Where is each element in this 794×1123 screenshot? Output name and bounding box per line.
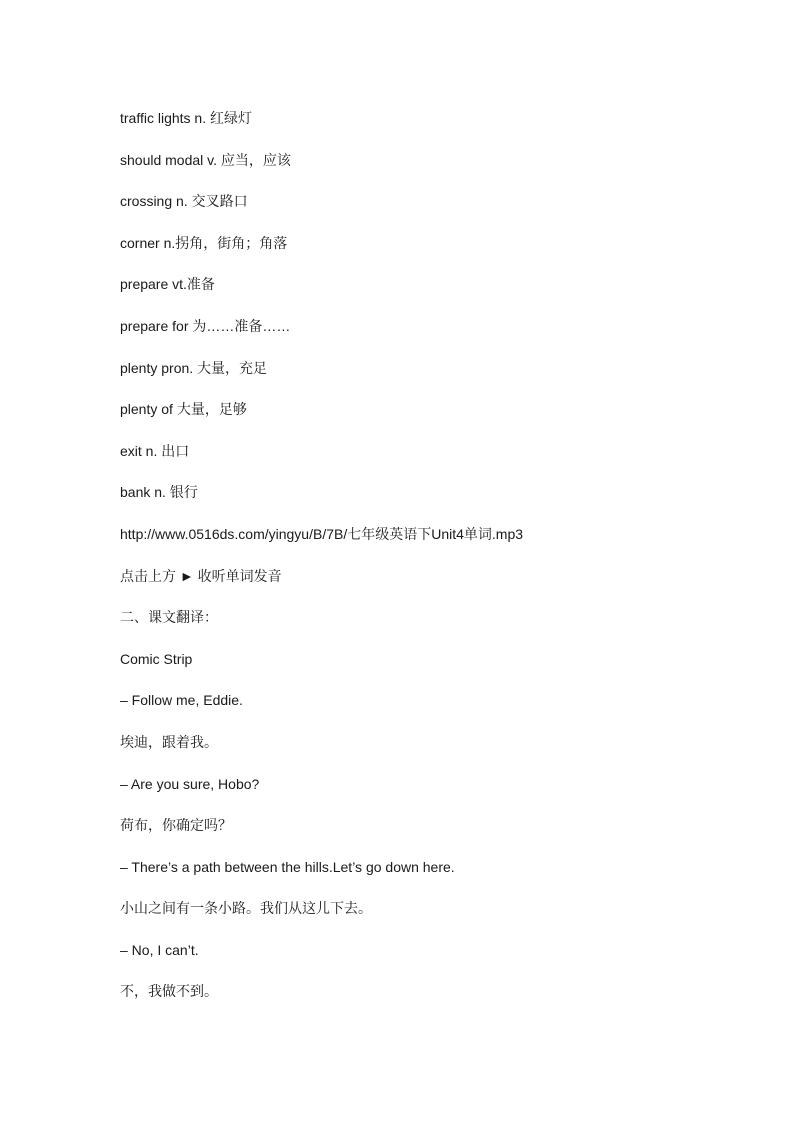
section-heading-translation: 二、课文翻译： bbox=[120, 609, 218, 626]
dialogue-line: – Are you sure, Hobo? bbox=[120, 775, 260, 792]
dialogue-line: – Follow me, Eddie. bbox=[120, 692, 243, 709]
dialogue-line: – There’s a path between the hills.Let’s go down here. bbox=[120, 858, 455, 875]
vocab-line-should: should modal v. 应当，应该 bbox=[120, 151, 291, 168]
translation-line: 不，我做不到。 bbox=[120, 983, 218, 1000]
audio-instruction: 点击上方 ► 收听单词发音 bbox=[120, 567, 282, 584]
vocab-line-plenty: plenty pron. 大量，充足 bbox=[120, 359, 268, 376]
comic-strip-title: Comic Strip bbox=[120, 650, 193, 667]
dialogue-line: – No, I can’t. bbox=[120, 941, 199, 958]
translation-line: 荷布，你确定吗？ bbox=[120, 817, 232, 834]
vocab-line-traffic-lights: traffic lights n. 红绿灯 bbox=[120, 110, 253, 126]
translation-line: 埃迪，跟着我。 bbox=[120, 733, 218, 750]
document-body bbox=[120, 106, 760, 1021]
vocab-line-corner: corner n.拐角，街角；角落 bbox=[120, 234, 288, 251]
vocab-line-prepare: prepare vt.准备 bbox=[120, 276, 215, 293]
vocab-line-bank: bank n. 银行 bbox=[120, 484, 198, 501]
audio-link[interactable]: http://www.0516ds.com/yingyu/B/7B/七年级英语下Unit4单词.mp3 bbox=[120, 525, 524, 542]
vocab-line-plenty-of: plenty of 大量，足够 bbox=[120, 401, 247, 418]
vocab-line-prepare-for: prepare for 为……准备…… bbox=[120, 317, 291, 334]
vocab-line-exit: exit n. 出口 bbox=[120, 442, 190, 459]
translation-line: 小山之间有一条小路。我们从这儿下去。 bbox=[120, 900, 372, 917]
vocab-line-crossing: crossing n. 交叉路口 bbox=[120, 193, 248, 210]
